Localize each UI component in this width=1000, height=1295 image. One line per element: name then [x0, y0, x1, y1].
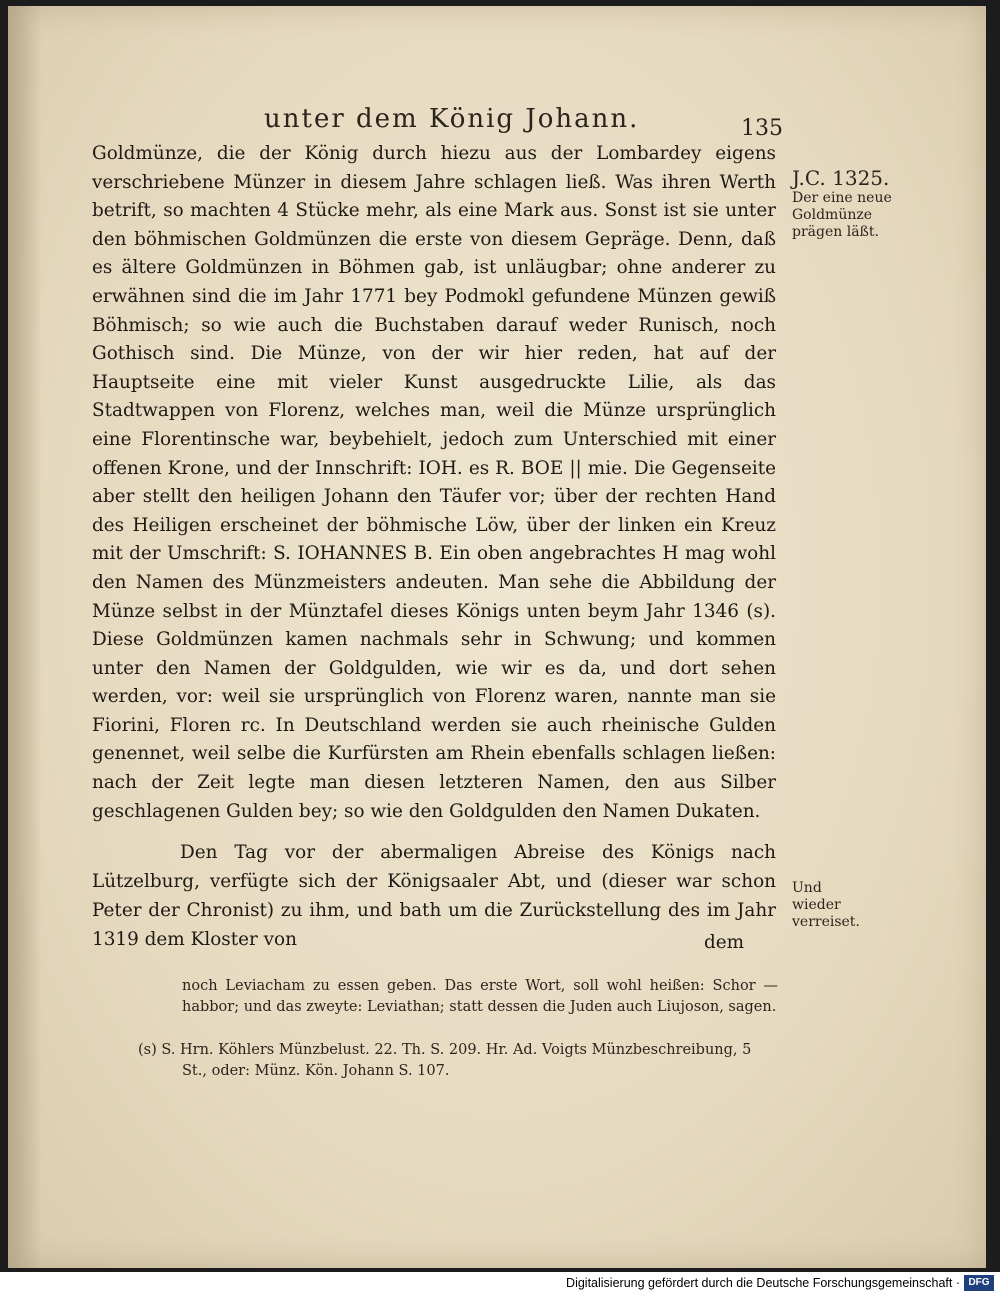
- margin-note-text: Der eine neue Goldmünze prägen läßt.: [792, 190, 892, 240]
- footnote-text: (s) S. Hrn. Köhlers Münzbelust. 22. Th. S. 209. Hr. Ad. Voigts Münzbeschreibung, 5 St., oder: Münz. Kön. Johann S. 107.: [138, 1042, 752, 1079]
- dfg-logo: DFG: [964, 1275, 994, 1291]
- page-spine-shadow: [8, 6, 42, 1268]
- body-paragraph-1: Goldmünze, die der König durch hiezu aus der Lombardey eigens verschriebene Münzer in diesem Jahre schlagen ließ. Was ihren Werth betrift, so machten 4 Stücke mehr, als eine Mark aus. Sonst ist sie unter den böhmischen Goldmünzen die erste von diesem Gepräge. Denn, daß es ältere Goldmünzen in Böhmen gab, ist unläugbar; ohne anderer zu erwähnen sind die im Jahr 1771 bey Podmokl gefundene Münzen gewiß Böhmisch; so wie auch die Buchstaben darauf weder Runisch, noch Gothisch sind. Die Münze, von der wir hier reden, hat auf der Hauptseite eine mit vieler Kunst ausgedruckte Lilie, als das Stadtwappen von Florenz, welches man, weil die Münze ursprünglich eine Florentinsche war, beybehielt, jedoch zum Unterschied mit einer offenen Krone, und der Innschrift: IOH. es R. BOE || mie. Die Gegenseite aber stellt den heiligen Johann den Täufer vor; über der rechten Hand des Heiligen erscheinet der böhmische Löw, über der linken ein Kreuz mit der Umschrift: S. IOHANNES B. Ein oben angebrachtes H mag wohl den Namen des Münzmeisters andeuten. Man sehe die Abbildung der Münze selbst in der Münztafel dieses Königs unten beym Jahr 1346 (s). Diese Goldmünzen kamen nachmals sehr in Schwung; und kommen unter den Namen der Goldgulden, wie wir es da, und dort sehen werden, vor: weil sie ursprünglich von Florenz waren, nannte man sie Fiorini, Floren rc. In Deutschland werden sie auch rheinische Gulden genennet, weil selbe die Kurfürsten am Rhein ebenfalls schlagen ließen: nach der Zeit legte man diesen letzteren Namen, den aus Silber geschlagenen Gulden bey; so wie den Goldgulden den Namen Dukaten.: [92, 143, 776, 822]
- margin-note-year: J.C. 1325.: [792, 166, 890, 190]
- footer-credit: Digitalisierung gefördert durch die Deutsche Forschungsgemeinschaft ·: [566, 1276, 960, 1290]
- page-number: 135: [741, 116, 783, 141]
- margin-note-1: [792, 166, 912, 241]
- running-head: unter dem König Johann.: [264, 104, 640, 134]
- body-paragraph-2: Den Tag vor der abermaligen Abreise des Königs nach Lützelburg, verfügte sich der Königsaaler Abt, und (dieser war schon Peter der Chronist) zu ihm, und bath um die Zurückstellung des im Jahr 1319 dem Kloster von: [92, 842, 776, 950]
- catchword: dem: [704, 932, 745, 953]
- margin-note-2: [792, 880, 872, 931]
- margin-note-text: Und wieder verreiset.: [792, 880, 860, 930]
- footnote-continuation: noch Leviacham zu essen geben. Das erste Wort, soll wohl heißen: Schor — habbor; und das zweyte: Leviathan; statt dessen die Juden auch Liujoson, sagen.: [182, 978, 778, 1015]
- footnote-s: [138, 1040, 778, 1082]
